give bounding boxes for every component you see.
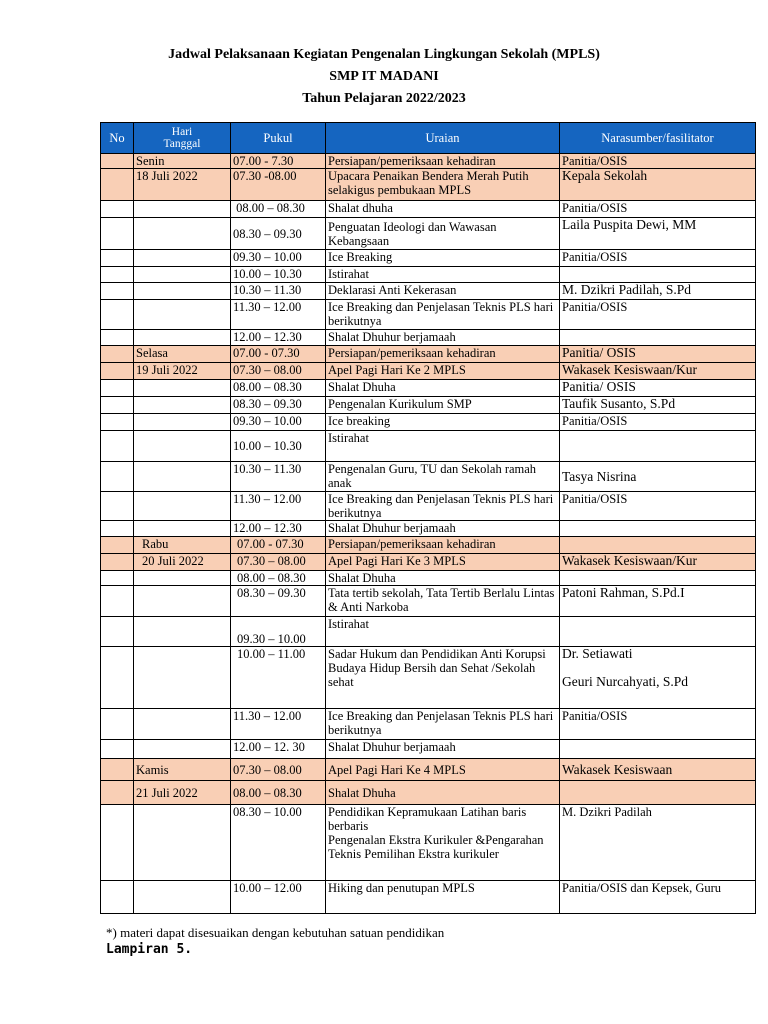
cell-no bbox=[101, 881, 134, 914]
uraian-item: Pendidikan Kepramukaan Latihan baris berbaris bbox=[328, 805, 527, 833]
cell-narasumber bbox=[560, 781, 756, 805]
table-row bbox=[101, 380, 756, 397]
table-row bbox=[101, 586, 756, 617]
cell-uraian: Penguatan Ideologi dan Wawasan Kebangsaan bbox=[326, 218, 560, 250]
cell-pukul: 08.30 – 10.00 bbox=[231, 805, 326, 881]
cell-no bbox=[101, 521, 134, 537]
cell-no bbox=[101, 397, 134, 414]
cell-hari: 21 Juli 2022 bbox=[134, 781, 231, 805]
table-row bbox=[101, 571, 756, 586]
table-row bbox=[101, 740, 756, 759]
cell-uraian: Shalat Dhuhur berjamaah bbox=[326, 330, 560, 346]
table-row bbox=[101, 250, 756, 267]
cell-uraian: Shalat Dhuhur berjamaah bbox=[326, 740, 560, 759]
cell-narasumber: Panitia/OSIS bbox=[560, 492, 756, 521]
uraian-item: Budaya Hidup Bersih dan Sehat /Sekolah sehat bbox=[328, 661, 536, 689]
narasumber-item: Dr. Setiawati bbox=[562, 646, 633, 661]
table-row bbox=[101, 521, 756, 537]
cell-uraian: Persiapan/pemeriksaan kehadiran bbox=[326, 346, 560, 363]
cell-uraian: Apel Pagi Hari Ke 2 MPLS bbox=[326, 363, 560, 380]
table-row bbox=[101, 218, 756, 250]
cell-uraian: Istirahat bbox=[326, 617, 560, 647]
cell-pukul: 12.00 – 12.30 bbox=[231, 330, 326, 346]
cell-narasumber: Panitia/OSIS bbox=[560, 300, 756, 330]
cell-no bbox=[101, 363, 134, 380]
cell-uraian bbox=[326, 805, 560, 881]
table-row bbox=[101, 397, 756, 414]
cell-hari: 18 Juli 2022 bbox=[134, 169, 231, 201]
cell-narasumber: Panitia/ OSIS bbox=[560, 380, 756, 397]
school-name: SMP IT MADANI bbox=[329, 69, 439, 84]
cell-hari bbox=[134, 218, 231, 250]
table-row bbox=[101, 300, 756, 330]
table-row bbox=[101, 492, 756, 521]
cell-narasumber bbox=[560, 431, 756, 462]
cell-narasumber bbox=[560, 617, 756, 647]
cell-uraian: Hiking dan penutupan MPLS bbox=[326, 881, 560, 914]
table-row bbox=[101, 881, 756, 914]
header-uraian: Uraian bbox=[326, 123, 560, 154]
cell-hari bbox=[134, 267, 231, 283]
header-hari-tanggal-label: Hari Tanggal bbox=[163, 126, 201, 150]
cell-uraian: Persiapan/pemeriksaan kehadiran bbox=[326, 537, 560, 554]
cell-narasumber: Kepala Sekolah bbox=[560, 169, 756, 201]
cell-no bbox=[101, 380, 134, 397]
cell-hari bbox=[134, 521, 231, 537]
table-row bbox=[101, 431, 756, 462]
cell-narasumber: Tasya Nisrina bbox=[560, 462, 756, 492]
cell-pukul: 11.30 – 12.00 bbox=[231, 300, 326, 330]
cell-pukul: 08.30 – 09.30 bbox=[231, 586, 326, 617]
cell-no bbox=[101, 414, 134, 431]
table-row bbox=[101, 154, 756, 169]
cell-narasumber: Wakasek Kesiswaan bbox=[560, 759, 756, 781]
cell-hari bbox=[134, 201, 231, 218]
cell-narasumber: Taufik Susanto, S.Pd bbox=[560, 397, 756, 414]
cell-pukul: 09.30 – 10.00 bbox=[231, 414, 326, 431]
cell-hari bbox=[134, 300, 231, 330]
cell-narasumber: Panitia/OSIS bbox=[560, 201, 756, 218]
cell-pukul: 08.30 – 09.30 bbox=[231, 218, 326, 250]
cell-pukul: 08.00 – 08.30 bbox=[231, 571, 326, 586]
uraian-item: Pengenalan Ekstra Kurikuler &Pengarahan Teknis Pemilihan Ekstra kurikuler bbox=[328, 833, 544, 861]
cell-narasumber: Panitia/OSIS bbox=[560, 154, 756, 169]
cell-no bbox=[101, 250, 134, 267]
cell-pukul: 10.00 – 10.30 bbox=[231, 431, 326, 462]
cell-uraian: Istirahat bbox=[326, 431, 560, 462]
cell-narasumber: Panitia/OSIS bbox=[560, 709, 756, 740]
cell-hari bbox=[134, 250, 231, 267]
cell-hari: Rabu bbox=[134, 537, 231, 554]
cell-uraian: Deklarasi Anti Kekerasan bbox=[326, 283, 560, 300]
cell-pukul: 09.30 – 10.00 bbox=[231, 617, 326, 647]
cell-no bbox=[101, 617, 134, 647]
cell-uraian: Upacara Penaikan Bendera Merah Putih selakigus pembukaan MPLS bbox=[326, 169, 560, 201]
header-no: No bbox=[101, 123, 134, 154]
cell-pukul: 08.30 – 09.30 bbox=[231, 397, 326, 414]
cell-uraian: Pengenalan Kurikulum SMP bbox=[326, 397, 560, 414]
cell-narasumber bbox=[560, 330, 756, 346]
cell-no bbox=[101, 586, 134, 617]
cell-hari bbox=[134, 380, 231, 397]
cell-no bbox=[101, 431, 134, 462]
cell-no bbox=[101, 571, 134, 586]
cell-uraian: Persiapan/pemeriksaan kehadiran bbox=[326, 154, 560, 169]
cell-no bbox=[101, 492, 134, 521]
cell-narasumber bbox=[560, 740, 756, 759]
cell-pukul: 08.00 – 08.30 bbox=[231, 380, 326, 397]
table-row bbox=[101, 169, 756, 201]
table-row bbox=[101, 709, 756, 740]
cell-uraian: Shalat Dhuha bbox=[326, 380, 560, 397]
table-row bbox=[101, 462, 756, 492]
footnote: *) materi dapat disesuaikan dengan kebutuhan satuan pendidikan bbox=[106, 925, 445, 940]
cell-pukul: 12.00 – 12. 30 bbox=[231, 740, 326, 759]
cell-pukul: 10.00 – 11.00 bbox=[231, 647, 326, 709]
table-row bbox=[101, 283, 756, 300]
cell-uraian: Ice Breaking dan Penjelasan Teknis PLS hari berikutnya bbox=[326, 492, 560, 521]
cell-pukul: 07.30 – 08.00 bbox=[231, 554, 326, 571]
cell-hari bbox=[134, 805, 231, 881]
cell-no bbox=[101, 154, 134, 169]
cell-uraian: Ice breaking bbox=[326, 414, 560, 431]
table-row bbox=[101, 201, 756, 218]
cell-hari bbox=[134, 414, 231, 431]
table-row bbox=[101, 537, 756, 554]
table-row bbox=[101, 346, 756, 363]
cell-no bbox=[101, 267, 134, 283]
table-row bbox=[101, 414, 756, 431]
academic-year: Tahun Pelajaran 2022/2023 bbox=[302, 91, 466, 106]
cell-hari: Senin bbox=[134, 154, 231, 169]
cell-pukul: 07.00 - 7.30 bbox=[231, 154, 326, 169]
cell-narasumber: Panitia/OSIS dan Kepsek, Guru bbox=[560, 881, 756, 914]
cell-pukul: 07.30 -08.00 bbox=[231, 169, 326, 201]
cell-pukul: 11.30 – 12.00 bbox=[231, 492, 326, 521]
cell-pukul: 10.30 – 11.30 bbox=[231, 462, 326, 492]
cell-narasumber bbox=[560, 571, 756, 586]
cell-narasumber: M. Dzikri Padilah bbox=[560, 805, 756, 881]
cell-pukul: 08.00 – 08.30 bbox=[231, 781, 326, 805]
cell-narasumber: Laila Puspita Dewi, MM bbox=[560, 218, 756, 250]
cell-hari bbox=[134, 617, 231, 647]
cell-no bbox=[101, 647, 134, 709]
table-row bbox=[101, 781, 756, 805]
cell-uraian: Ice Breaking dan Penjelasan Teknis PLS hari berikutnya bbox=[326, 300, 560, 330]
table-header-row bbox=[101, 123, 756, 154]
cell-hari bbox=[134, 740, 231, 759]
cell-no bbox=[101, 169, 134, 201]
cell-narasumber: Panitia/OSIS bbox=[560, 250, 756, 267]
cell-no bbox=[101, 218, 134, 250]
cell-hari: Kamis bbox=[134, 759, 231, 781]
cell-uraian: Ice Breaking dan Penjelasan Teknis PLS hari berikutnya bbox=[326, 709, 560, 740]
cell-no bbox=[101, 709, 134, 740]
cell-uraian: Istirahat bbox=[326, 267, 560, 283]
cell-pukul: 11.30 – 12.00 bbox=[231, 709, 326, 740]
cell-uraian: Tata tertib sekolah, Tata Tertib Berlalu Lintas & Anti Narkoba bbox=[326, 586, 560, 617]
cell-no bbox=[101, 330, 134, 346]
cell-uraian: Apel Pagi Hari Ke 3 MPLS bbox=[326, 554, 560, 571]
cell-hari: 19 Juli 2022 bbox=[134, 363, 231, 380]
cell-narasumber: Wakasek Kesiswaan/Kur bbox=[560, 363, 756, 380]
schedule-table bbox=[100, 122, 756, 914]
cell-no bbox=[101, 805, 134, 881]
cell-pukul: 07.00 - 07.30 bbox=[231, 537, 326, 554]
cell-pukul: 10.00 – 12.00 bbox=[231, 881, 326, 914]
cell-narasumber: M. Dzikri Padilah, S.Pd bbox=[560, 283, 756, 300]
cell-no bbox=[101, 759, 134, 781]
cell-narasumber bbox=[560, 537, 756, 554]
cell-no bbox=[101, 283, 134, 300]
cell-hari bbox=[134, 586, 231, 617]
cell-no bbox=[101, 300, 134, 330]
cell-hari bbox=[134, 330, 231, 346]
cell-no bbox=[101, 554, 134, 571]
cell-no bbox=[101, 537, 134, 554]
cell-uraian: Shalat dhuha bbox=[326, 201, 560, 218]
cell-pukul: 07.30 – 08.00 bbox=[231, 759, 326, 781]
cell-narasumber: Patoni Rahman, S.Pd.I bbox=[560, 586, 756, 617]
cell-pukul: 10.00 – 10.30 bbox=[231, 267, 326, 283]
table-row bbox=[101, 363, 756, 380]
cell-hari bbox=[134, 492, 231, 521]
cell-uraian: Apel Pagi Hari Ke 4 MPLS bbox=[326, 759, 560, 781]
cell-pukul: 07.00 - 07.30 bbox=[231, 346, 326, 363]
cell-pukul: 12.00 – 12.30 bbox=[231, 521, 326, 537]
table-row bbox=[101, 647, 756, 709]
cell-hari: 20 Juli 2022 bbox=[134, 554, 231, 571]
cell-narasumber: Wakasek Kesiswaan/Kur bbox=[560, 554, 756, 571]
cell-hari bbox=[134, 571, 231, 586]
lampiran-label: Lampiran 5. bbox=[106, 942, 193, 957]
narasumber-item: Geuri Nurcahyati, S.Pd bbox=[562, 674, 688, 689]
cell-uraian: Shalat Dhuhur berjamaah bbox=[326, 521, 560, 537]
cell-narasumber bbox=[560, 267, 756, 283]
cell-narasumber: Panitia/ OSIS bbox=[560, 346, 756, 363]
cell-narasumber bbox=[560, 647, 756, 709]
cell-narasumber: Panitia/OSIS bbox=[560, 414, 756, 431]
table-row bbox=[101, 267, 756, 283]
table-row bbox=[101, 805, 756, 881]
table-row bbox=[101, 759, 756, 781]
cell-uraian: Shalat Dhuha bbox=[326, 781, 560, 805]
cell-uraian bbox=[326, 647, 560, 709]
cell-hari bbox=[134, 431, 231, 462]
cell-uraian: Pengenalan Guru, TU dan Sekolah ramah anak bbox=[326, 462, 560, 492]
cell-uraian: Ice Breaking bbox=[326, 250, 560, 267]
cell-hari bbox=[134, 462, 231, 492]
uraian-item: Sadar Hukum dan Pendidikan Anti Korupsi bbox=[328, 647, 546, 661]
header-pukul: Pukul bbox=[231, 123, 326, 154]
cell-hari bbox=[134, 283, 231, 300]
cell-pukul: 07.30 – 08.00 bbox=[231, 363, 326, 380]
cell-hari bbox=[134, 397, 231, 414]
cell-no bbox=[101, 462, 134, 492]
cell-uraian: Shalat Dhuha bbox=[326, 571, 560, 586]
header-narasumber: Narasumber/fasilitator bbox=[560, 123, 756, 154]
cell-pukul: 09.30 – 10.00 bbox=[231, 250, 326, 267]
cell-no bbox=[101, 201, 134, 218]
document-title: Jadwal Pelaksanaan Kegiatan Pengenalan Lingkungan Sekolah (MPLS) bbox=[168, 47, 600, 62]
cell-narasumber bbox=[560, 521, 756, 537]
cell-hari bbox=[134, 881, 231, 914]
cell-pukul: 08.00 – 08.30 bbox=[231, 201, 326, 218]
table-row bbox=[101, 617, 756, 647]
cell-pukul: 10.30 – 11.30 bbox=[231, 283, 326, 300]
cell-hari: Selasa bbox=[134, 346, 231, 363]
table-row bbox=[101, 330, 756, 346]
header-hari-tanggal bbox=[134, 123, 231, 154]
cell-no bbox=[101, 781, 134, 805]
cell-no bbox=[101, 346, 134, 363]
cell-hari bbox=[134, 709, 231, 740]
cell-hari bbox=[134, 647, 231, 709]
table-row bbox=[101, 554, 756, 571]
cell-no bbox=[101, 740, 134, 759]
